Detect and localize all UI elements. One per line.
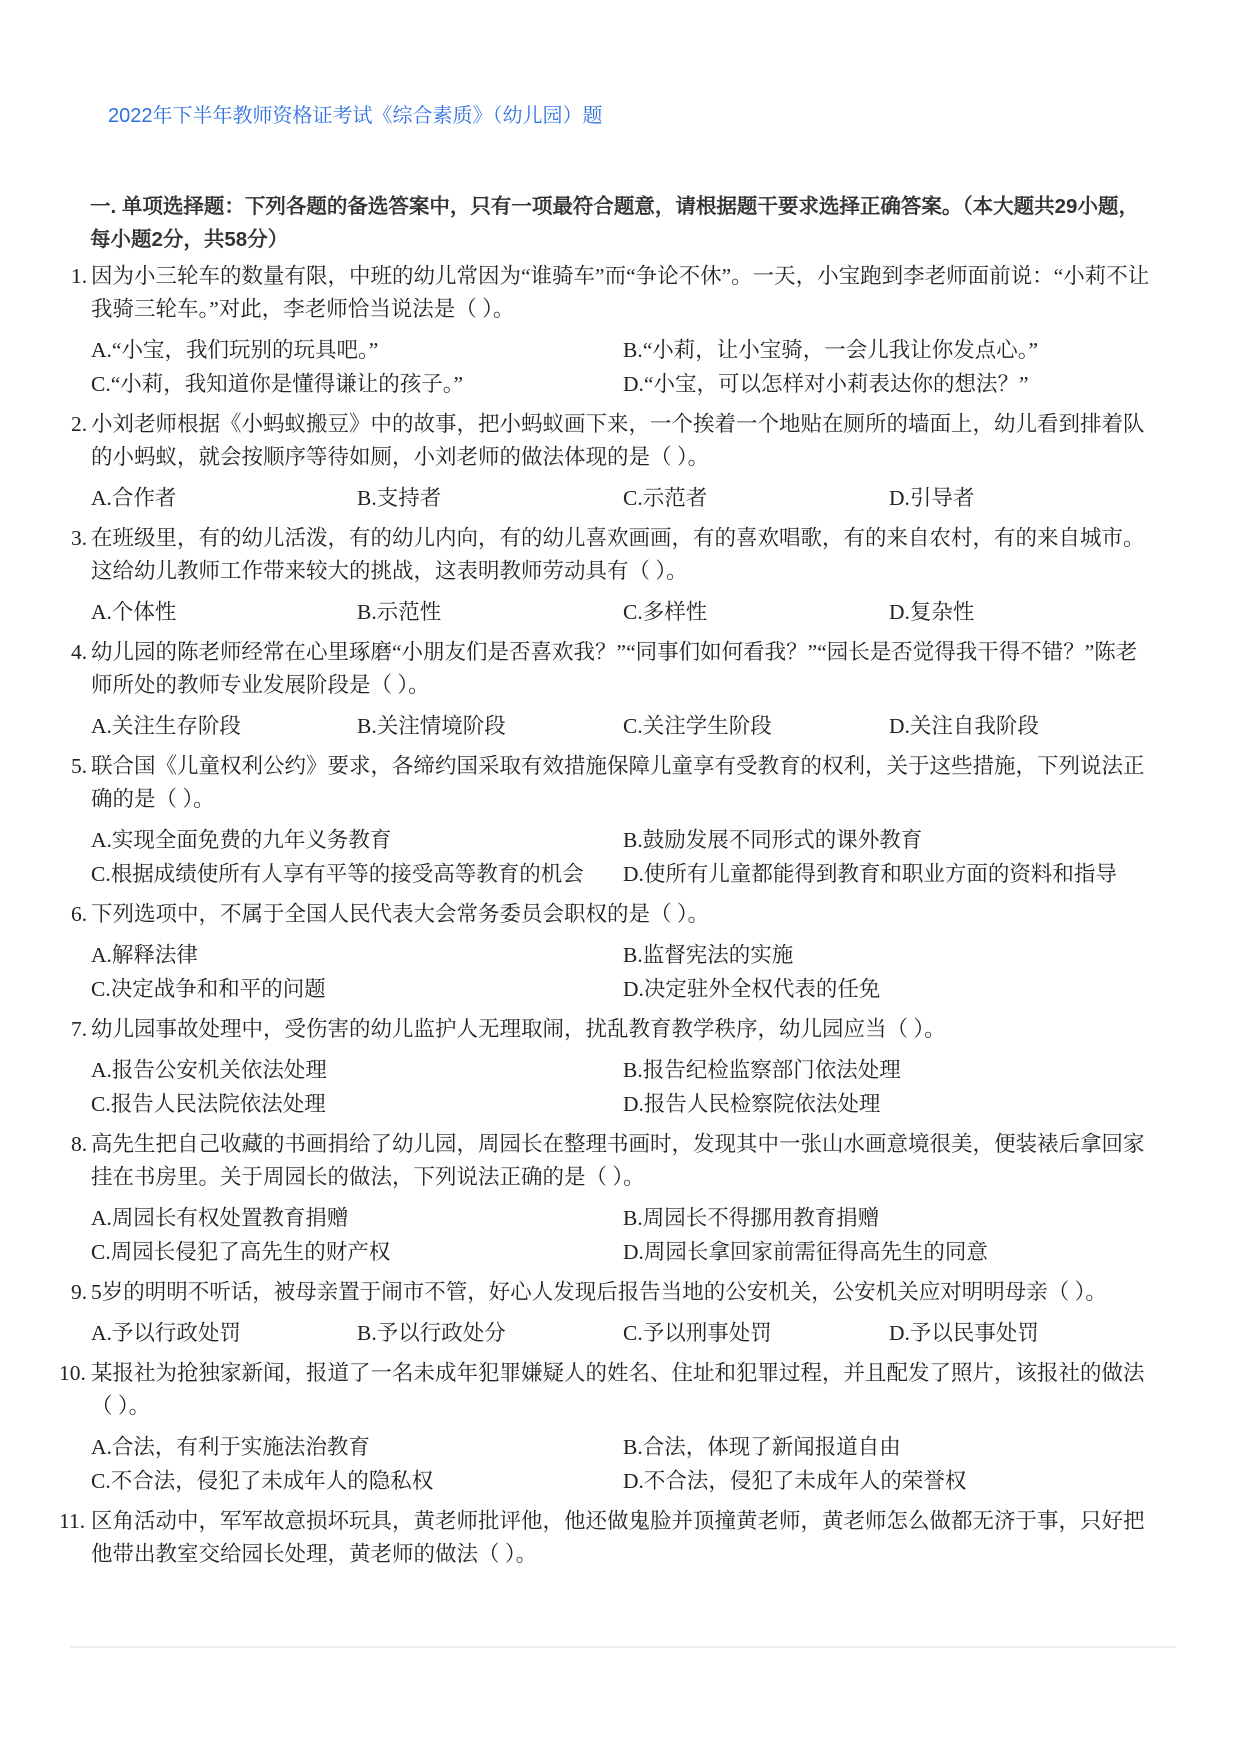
question-text: 幼儿园的陈老师经常在心里琢磨“小朋友们是否喜欢我？”“同事们如何看我？”“园长是否觉得我干得不错？”陈老师所处的教师专业发展阶段是（ ）。	[91, 640, 1138, 697]
option-d: D.报告人民检察院依法处理	[623, 1092, 881, 1116]
question-text: 小刘老师根据《小蚂蚁搬豆》中的故事，把小蚂蚁画下来，一个挨着一个地贴在厕所的墙面上，幼儿看到排着队的小蚂蚁，就会按顺序等待如厕，小刘老师的做法体现的是（ ）。	[91, 412, 1145, 469]
options	[71, 1201, 1151, 1269]
question-text: 高先生把自己收藏的书画捐给了幼儿园，周园长在整理书画时，发现其中一张山水画意境很美，便装裱后拿回家挂在书房里。关于周园长的做法，下列说法正确的是（ ）。	[91, 1132, 1145, 1189]
options	[71, 333, 1151, 401]
footer-divider	[70, 1646, 1176, 1648]
option-c: C.决定战争和和平的问题	[91, 977, 326, 1001]
option-a: A.周园长有权处置教育捐赠	[91, 1206, 349, 1230]
option-a: A.解释法律	[91, 943, 198, 967]
option-a: A.个体性	[91, 600, 177, 624]
question-2	[71, 408, 1151, 474]
question-number: 1.	[71, 264, 88, 288]
question-number: 2.	[71, 412, 88, 436]
option-d: D.“小宝，可以怎样对小莉表达你的想法？”	[623, 372, 1029, 396]
option-b: B.监督宪法的实施	[623, 943, 794, 967]
question-number: 5.	[71, 754, 88, 778]
option-b: B.示范性	[357, 600, 442, 624]
option-c: C.予以刑事处罚	[623, 1321, 772, 1345]
question-8	[71, 1128, 1151, 1194]
question-number: 9.	[71, 1280, 88, 1304]
options	[71, 1316, 1151, 1350]
option-a: A.“小宝，我们玩别的玩具吧。”	[91, 338, 379, 362]
option-b: B.支持者	[357, 486, 442, 510]
question-9	[71, 1276, 1151, 1309]
question-text: 5岁的明明不听话，被母亲置于闹市不管，好心人发现后报告当地的公安机关，公安机关应对明明母亲（ ）。	[91, 1280, 1107, 1304]
option-b: B.报告纪检监察部门依法处理	[623, 1058, 901, 1082]
question-6	[71, 898, 1151, 931]
question-3	[71, 522, 1151, 588]
option-b: B.“小莉，让小宝骑，一会儿我让你发点心。”	[623, 338, 1039, 362]
option-a: A.合法，有利于实施法治教育	[91, 1435, 370, 1459]
option-b: B.周园长不得挪用教育捐赠	[623, 1206, 880, 1230]
option-a: A.合作者	[91, 486, 177, 510]
option-a: A.报告公安机关依法处理	[91, 1058, 327, 1082]
options	[71, 1053, 1151, 1121]
question-text: 区角活动中，军军故意损坏玩具，黄老师批评他，他还做鬼脸并顶撞黄老师，黄老师怎么做都无济于事，只好把他带出教室交给园长处理，黄老师的做法（ ）。	[91, 1509, 1145, 1566]
question-text: 因为小三轮车的数量有限，中班的幼儿常因为“谁骑车”而“争论不休”。一天，小宝跑到李老师面前说：“小莉不让我骑三轮车。”对此，李老师恰当说法是（ ）。	[91, 264, 1150, 321]
options	[71, 1430, 1151, 1498]
document-title: 2022年下半年教师资格证考试《综合素质》（幼儿园）题	[108, 105, 603, 127]
option-b: B.合法，体现了新闻报道自由	[623, 1435, 901, 1459]
question-list	[59, 260, 1151, 1571]
option-c: C.根据成绩使所有人享有平等的接受高等教育的机会	[91, 862, 584, 886]
option-d: D.使所有儿童都能得到教育和职业方面的资料和指导	[623, 862, 1117, 886]
question-text: 某报社为抢独家新闻，报道了一名未成年犯罪嫌疑人的姓名、住址和犯罪过程，并且配发了照片，该报社的做法（ ）。	[91, 1361, 1145, 1418]
question-text: 下列选项中，不属于全国人民代表大会常务委员会职权的是（ ）。	[91, 902, 710, 926]
question-number: 7.	[71, 1017, 88, 1041]
option-d: D.周园长拿回家前需征得高先生的同意	[623, 1240, 988, 1264]
option-b: B.予以行政处分	[357, 1321, 506, 1345]
option-d: D.关注自我阶段	[889, 714, 1039, 738]
option-d: D.引导者	[889, 486, 975, 510]
option-c: C.不合法，侵犯了未成年人的隐私权	[91, 1469, 434, 1493]
options	[71, 709, 1151, 743]
question-text: 在班级里，有的幼儿活泼，有的幼儿内向，有的幼儿喜欢画画，有的喜欢唱歌，有的来自农村，有的来自城市。这给幼儿教师工作带来较大的挑战，这表明教师劳动具有（ ）。	[91, 526, 1145, 583]
question-7	[71, 1013, 1151, 1046]
options	[71, 481, 1151, 515]
question-1	[71, 260, 1151, 326]
option-c: C.“小莉，我知道你是懂得谦让的孩子。”	[91, 372, 464, 396]
question-number: 11.	[59, 1509, 86, 1533]
option-c: C.多样性	[623, 600, 708, 624]
option-c: C.示范者	[623, 486, 708, 510]
option-a: A.关注生存阶段	[91, 714, 241, 738]
options	[71, 938, 1151, 1006]
option-a: A.实现全面免费的九年义务教育	[91, 828, 392, 852]
question-number: 8.	[71, 1132, 88, 1156]
question-text: 联合国《儿童权利公约》要求，各缔约国采取有效措施保障儿童享有受教育的权利，关于这些措施，下列说法正确的是（ ）。	[91, 754, 1145, 811]
options	[71, 595, 1151, 629]
option-d: D.不合法，侵犯了未成年人的荣誉权	[623, 1469, 967, 1493]
question-number: 4.	[71, 640, 88, 664]
option-c: C.报告人民法院依法处理	[91, 1092, 326, 1116]
option-a: A.予以行政处罚	[91, 1321, 241, 1345]
question-11	[59, 1505, 1151, 1571]
option-c: C.关注学生阶段	[623, 714, 772, 738]
question-number: 10.	[59, 1361, 86, 1385]
options	[71, 823, 1151, 891]
option-b: B.鼓励发展不同形式的课外教育	[623, 828, 923, 852]
question-5	[71, 750, 1151, 816]
section-heading: 一. 单项选择题：下列各题的备选答案中，只有一项最符合题意，请根据题干要求选择正确答案。（本大题共29小题，每小题2分，共58分）	[90, 195, 1139, 251]
option-b: B.关注情境阶段	[357, 714, 506, 738]
question-text: 幼儿园事故处理中，受伤害的幼儿监护人无理取闹，扰乱教育教学秩序，幼儿园应当（ ）。	[91, 1017, 946, 1041]
option-c: C.周园长侵犯了高先生的财产权	[91, 1240, 391, 1264]
option-d: D.决定驻外全权代表的任免	[623, 977, 881, 1001]
question-4	[71, 636, 1151, 702]
option-d: D.予以民事处罚	[889, 1321, 1039, 1345]
option-d: D.复杂性	[889, 600, 975, 624]
question-number: 6.	[71, 902, 88, 926]
question-number: 3.	[71, 526, 88, 550]
question-10	[59, 1357, 1151, 1423]
